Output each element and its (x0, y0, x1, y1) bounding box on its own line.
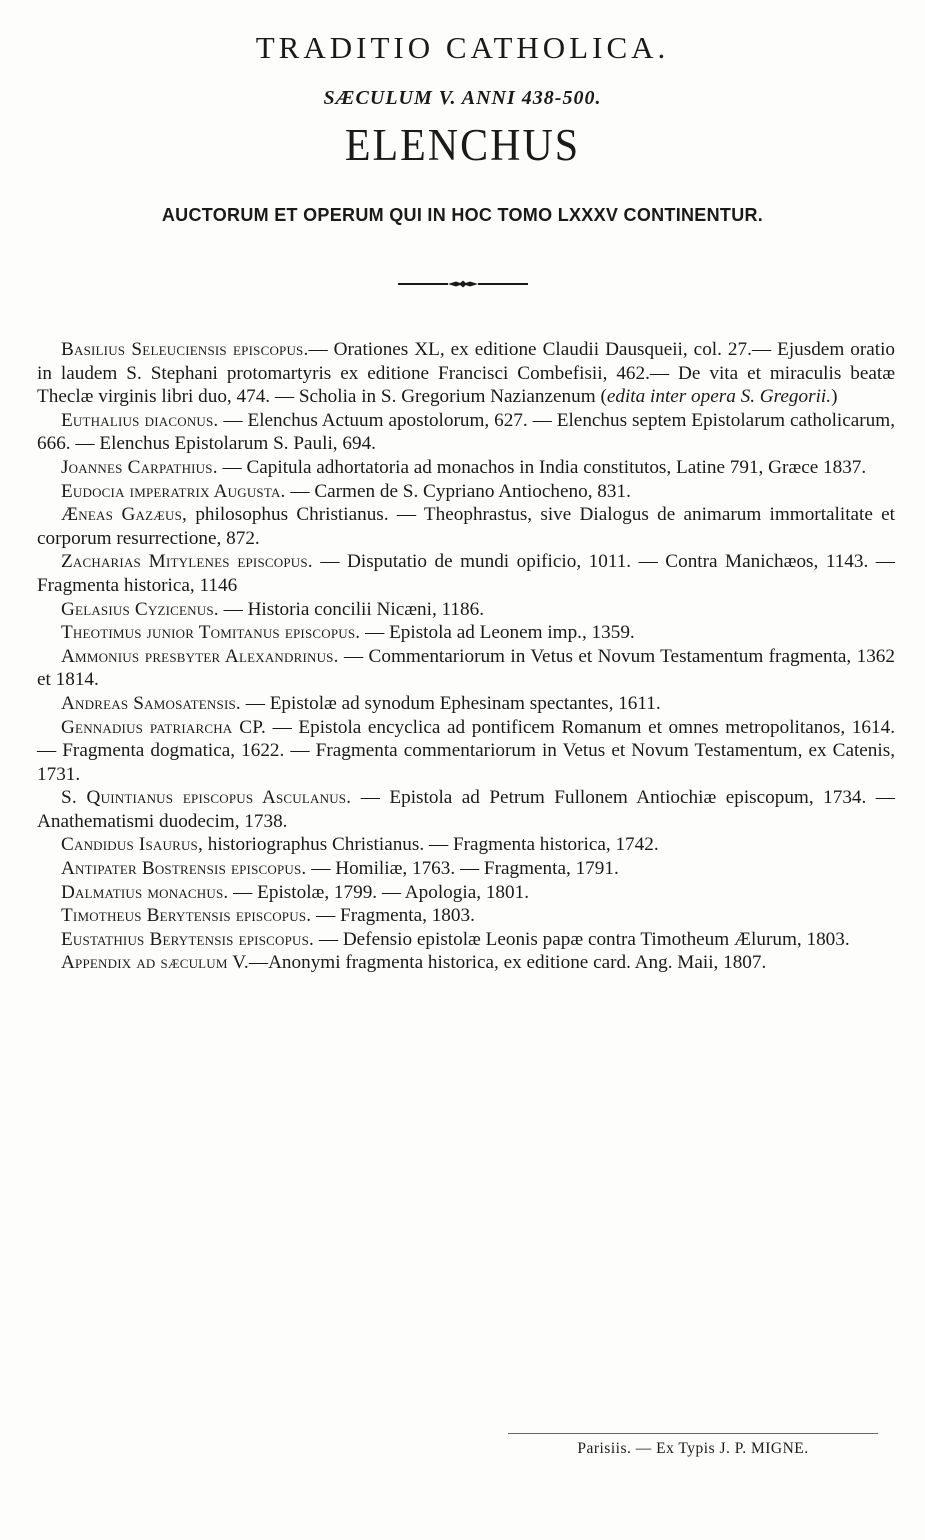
works-text: — Epistola encyclica ad pontificem Romanum et omnes metropolitanos, 1614. — Fragmenta dogmatica, 1622. — Fragmenta commentariorum in Vetus et Novum Testamentum, ex Catenis, 1731. (37, 716, 895, 785)
author-name: Gelasius Cyzicenus. (61, 598, 219, 620)
page-subtitle: SÆCULUM V. ANNI 438-500. (323, 87, 602, 109)
author-name: Joannes Carpathius. (61, 456, 218, 478)
works-text: historiographus Christianus. — Fragmenta historica, 1742. (207, 834, 659, 856)
author-name: Basilius Seleuciensis episcopus. (61, 339, 309, 360)
works-text: — Epistola ad Petrum Fullonem Antiochiæ episcopum, 1734. — Anathematismi duodecim, 1738. (37, 787, 895, 832)
works-italic: edita inter opera S. Gregorii. (606, 386, 832, 408)
list-item (37, 550, 895, 597)
author-name: Candidus Isaurus, (61, 834, 203, 856)
works-text: — Defensio epistolæ Leonis papæ contra Timotheum Ælurum, 1803. (318, 928, 850, 950)
author-name: Æneas Gazæus, (61, 504, 188, 526)
works-text: — Carmen de S. Cypriano Antiocheno, 831. (290, 480, 631, 502)
list-item (37, 338, 895, 409)
author-name: S. Quintianus episcopus Asculanus. (61, 787, 352, 809)
author-name: Ammonius presbyter Alexandrinus. (61, 645, 339, 667)
author-name: Eustathius Berytensis episcopus. (61, 928, 315, 950)
works-text: philosophus Christianus. — Theophrastus, sive Dialogus de animarum immortalitate et corporum resurrectione, 872. (37, 504, 896, 549)
ornament-diamond-icon (448, 280, 478, 288)
list-item (37, 857, 895, 881)
author-name: Euthalius diaconus. (61, 409, 219, 431)
works-text: — Epistola ad Leonem imp., 1359. (365, 622, 635, 644)
works-text: — Disputatio de mundi opificio, 1011. — Contra Manichæos, 1143. — Fragmenta historica, 1146 (37, 551, 895, 596)
author-name: Appendix ad sæculum V. (61, 952, 249, 974)
works-text: — Epistolæ, 1799. — Apologia, 1801. (233, 881, 529, 903)
works-text: — Elenchus Actuum apostolorum, 627. — Elenchus septem Epistolarum catholicarum, 666. — Elenchus Epistolarum S. Pauli, 694. (37, 409, 895, 455)
list-item (37, 645, 895, 692)
author-name: Eudocia imperatrix Augusta. (61, 480, 286, 502)
list-item (37, 928, 895, 952)
author-name: Timotheus Berytensis episcopus. (61, 905, 312, 927)
author-name: Antipater Bostrensis episcopus. (61, 858, 307, 880)
author-name: Andreas Samosatensis. (61, 692, 241, 714)
list-item (37, 692, 895, 716)
list-item (37, 503, 895, 550)
list-item (37, 621, 895, 645)
author-name: Dalmatius monachus. (61, 881, 229, 903)
works-text: — Capitula adhortatoria ad monachos in India constitutos, Latine 791, Græce 1837. (222, 456, 867, 478)
main-title: ELENCHUS (344, 121, 581, 171)
works-text: — Historia concilii Nicæni, 1186. (223, 598, 484, 620)
works-text: — Homiliæ, 1763. — Fragmenta, 1791. (311, 858, 619, 880)
list-item (37, 951, 895, 975)
works-text: — Fragmenta, 1803. (316, 905, 475, 927)
list-item (37, 881, 895, 905)
author-name: Gennadius patriarcha CP. (61, 716, 266, 738)
list-item (37, 480, 895, 504)
list-item (37, 409, 895, 456)
works-text: — Orationes XL, ex editione Claudii Dausqueii, col. 27.— Ejusdem oratio in laudem S. Stephani protomartyris ex editione Francisci Combefisii, 462.— De vita et miraculis beatæ Theclæ virginis libri duo, 474. — Scholia in S. Gregorium Nazianzenum ( (37, 339, 895, 408)
works-tail: ) (831, 386, 838, 408)
list-item (37, 833, 895, 857)
list-item (37, 786, 895, 833)
list-item (37, 598, 895, 622)
section-heading: AUCTORUM ET OPERUM QUI IN HOC TOMO LXXXV CONTINENTUR. (161, 205, 764, 225)
works-text: — Commentariorum in Vetus et Novum Testamentum fragmenta, 1362 et 1814. (37, 645, 895, 691)
list-item (37, 904, 895, 928)
footer-rule (508, 1433, 878, 1434)
author-name: Theotimus junior Tomitanus episcopus. (61, 622, 361, 644)
works-text: —Anonymi fragmenta historica, ex editione card. Ang. Maii, 1807. (248, 952, 767, 974)
author-name: Zacharias Mitylenes episcopus. (61, 551, 313, 573)
page-title: TRADITIO CATHOLICA. (255, 30, 670, 65)
list-item (37, 716, 895, 787)
contents-list (37, 338, 895, 975)
printer-imprint: Parisiis. — Ex Typis J. P. MIGNE. (577, 1440, 809, 1457)
works-text: — Epistolæ ad synodum Ephesinam spectantes, 1611. (245, 692, 661, 714)
ornament-divider (398, 280, 528, 288)
list-item (37, 456, 895, 480)
